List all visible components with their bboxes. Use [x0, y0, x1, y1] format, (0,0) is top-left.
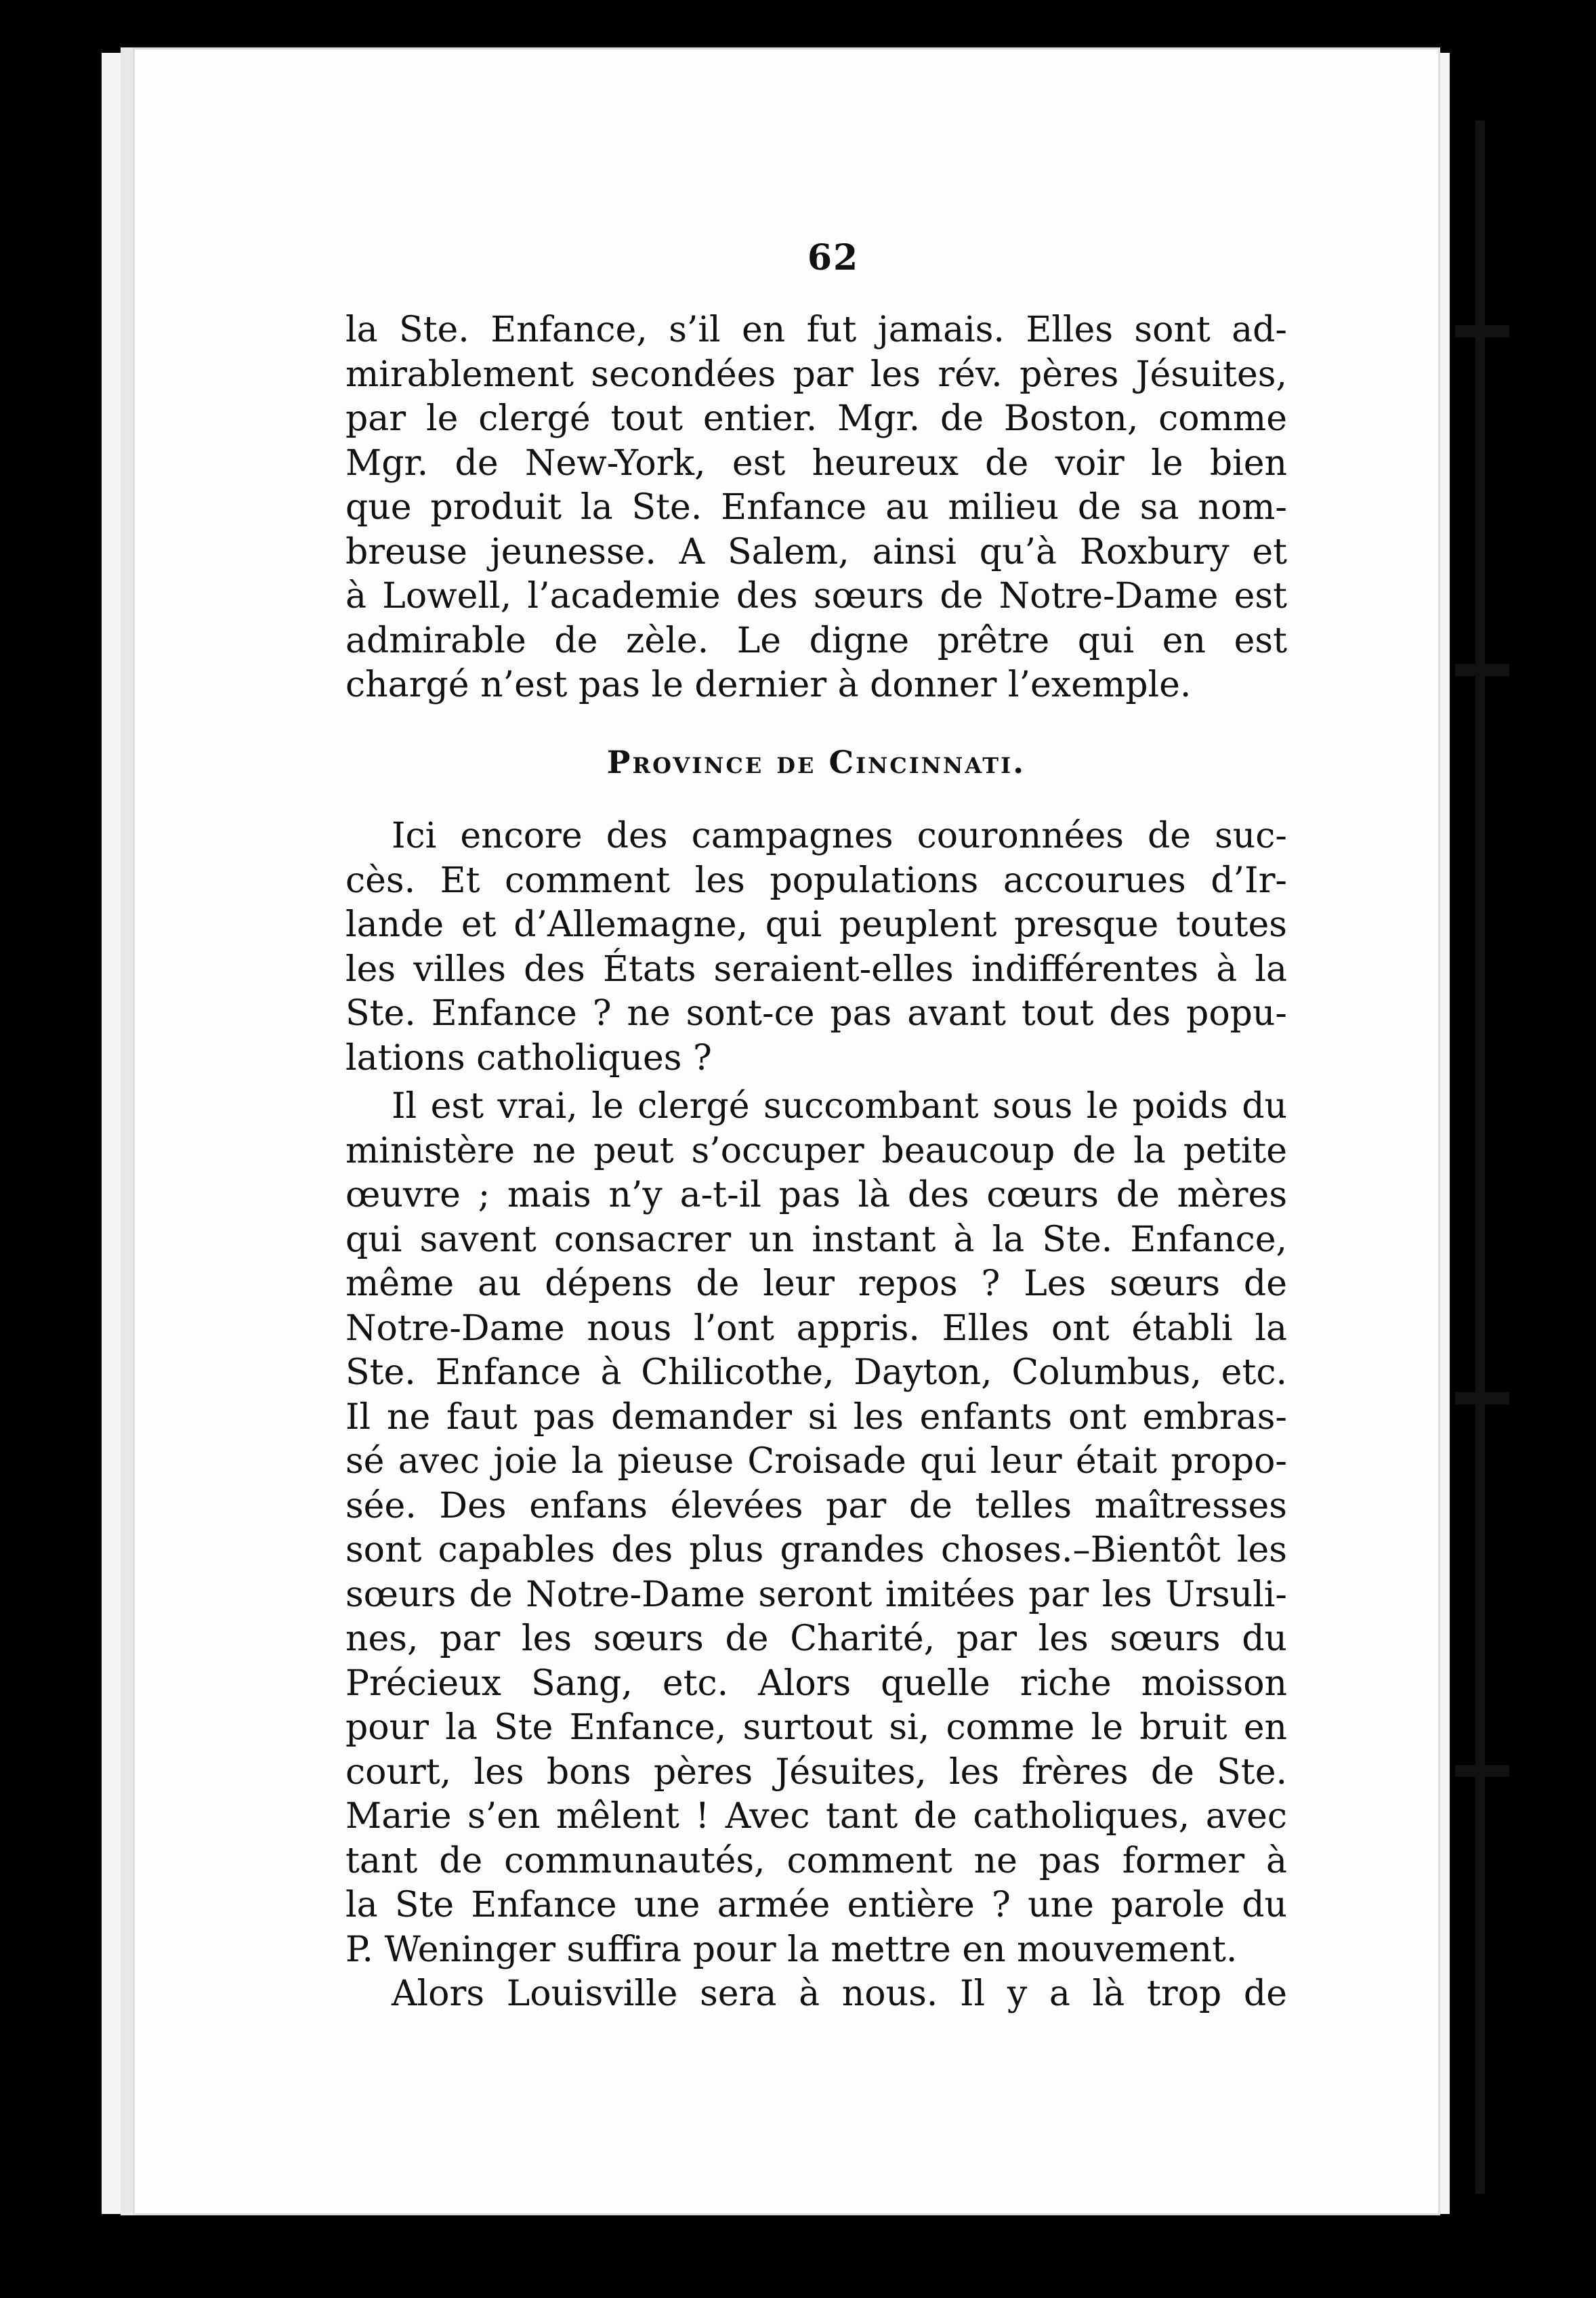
binding-stitch [1455, 1392, 1509, 1404]
text-line: ministère ne peut s’occuper beaucoup de la petite [345, 1130, 1287, 1171]
text-line: par le clergé tout entier. Mgr. de Boston, comme [345, 398, 1287, 439]
binding-stitch [1455, 1765, 1509, 1777]
book-spine [1475, 121, 1485, 2194]
text-line: Il est vrai, le clergé succombant sous le poids du [392, 1086, 1287, 1127]
text-line: même au dépens de leur repos ? Les sœurs de [345, 1263, 1287, 1304]
text-line: nes, par les sœurs de Charité, par les sœurs du [345, 1618, 1287, 1659]
text-line: Ste. Enfance ? ne sont-ce pas avant tout des popu- [345, 993, 1287, 1034]
page-text [345, 308, 1287, 2017]
text-line: sé avec joie la pieuse Croisade qui leur était propo- [345, 1441, 1287, 1482]
text-line: pour la Ste Enfance, surtout si, comme le bruit en [345, 1707, 1287, 1748]
text-line: Précieux Sang, etc. Alors quelle riche moisson [345, 1663, 1287, 1704]
text-line: sœurs de Notre-Dame seront imitées par les Ursuli- [345, 1574, 1287, 1615]
text-line: court, les bons pères Jésuites, les frères de Ste. [345, 1751, 1287, 1793]
text-line: œuvre ; mais n’y a-t-il pas là des cœurs de mères [345, 1175, 1287, 1215]
scan-background [1494, 0, 1596, 2298]
text-line: mirablement secondées par les rév. pères Jésuites, [345, 354, 1287, 395]
text-line: que produit la Ste. Enfance au milieu de sa nom- [345, 487, 1287, 528]
section-heading: Province de Cincinnati. [606, 743, 1026, 780]
text-line: lations catholiques ? [345, 1037, 712, 1079]
text-line: chargé n’est pas le dernier à donner l’exemple. [345, 665, 1192, 705]
text-line: à Lowell, l’academie des sœurs de Notre-Dame est [345, 576, 1287, 617]
text-line: cès. Et comment les populations accourues d’Ir- [345, 860, 1287, 901]
text-line: tant de communautés, comment ne pas former à [345, 1840, 1287, 1881]
text-line: Alors Louisville sera à nous. Il y a là trop de [392, 1973, 1287, 2014]
text-line: Ste. Enfance à Chilicothe, Dayton, Columbus, etc. [345, 1352, 1287, 1393]
text-line: Mgr. de New-York, est heureux de voir le bien [345, 442, 1287, 484]
page-number: 62 [807, 237, 860, 278]
text-line: la Ste. Enfance, s’il en fut jamais. Elles sont ad- [345, 310, 1287, 350]
text-line: lande et d’Allemagne, qui peuplent presque toutes [345, 904, 1287, 945]
text-line: admirable de zèle. Le digne prêtre qui en est [345, 620, 1287, 661]
text-line: sont capables des plus grandes choses.–Bientôt les [345, 1530, 1287, 1570]
text-line: qui savent consacrer un instant à la Ste. Enfance, [345, 1219, 1287, 1260]
text-line: Notre-Dame nous l’ont appris. Elles ont établi la [345, 1308, 1287, 1349]
text-line: P. Weninger suffira pour la mettre en mouvement. [345, 1929, 1238, 1970]
text-line: sée. Des enfans élevées par de telles maîtresses [345, 1485, 1287, 1526]
binding-stitch [1455, 664, 1509, 676]
text-line: Ici encore des campagnes couronnées de suc- [392, 816, 1287, 856]
binding-stitch [1455, 325, 1509, 337]
text-line: Marie s’en mêlent ! Avec tant de catholiques, avec [345, 1796, 1287, 1837]
text-line: Il ne faut pas demander si les enfants ont embras- [345, 1396, 1287, 1438]
text-line: breuse jeunesse. A Salem, ainsi qu’à Roxbury et [345, 531, 1287, 572]
text-line: la Ste Enfance une armée entière ? une parole du [345, 1885, 1287, 1925]
text-line: les villes des États seraient-elles indifférentes à la [345, 948, 1287, 990]
